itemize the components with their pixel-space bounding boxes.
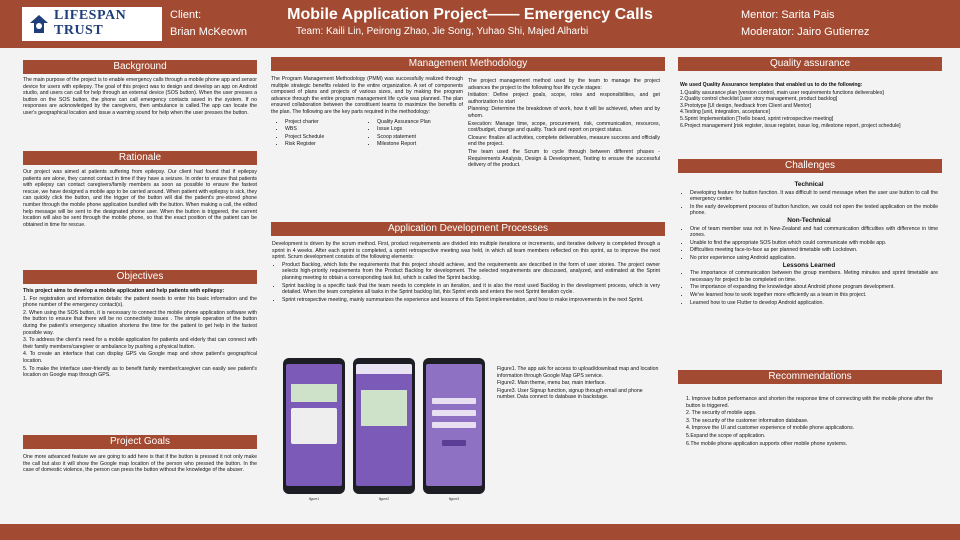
objective-item: 2. When using the SOS button, it is necessary to connect the mobile phone application software with the button to ensure that there will be no connectivity issues . The simple operation of the button during the patient's emergency situation shortens the time for the patient to get help in the fastest possible way. xyxy=(23,309,257,336)
list-item: • Scoop statement xyxy=(377,134,463,141)
methodology-list-a xyxy=(279,119,371,149)
figure-label: figure2 xyxy=(378,497,390,501)
phone-screen xyxy=(356,364,412,486)
lifespan-trust-logo xyxy=(22,7,162,41)
phone-screen xyxy=(426,364,482,486)
objective-item: 1. For registration and information details: the patient needs to enter his basic information and the phone number of the emergency contact(s). xyxy=(23,295,257,309)
mentor: Mentor: Sarita Pais xyxy=(741,9,835,21)
list-item: • Sprint backlog is a specific task that the team needs to complete in an iteration, and it is also the most used Backlog in the development process, which is very detailed. When the team completes all tasks in the Sprint backlog list, this Sprint ends and enters the next Sprint iteration cycle. xyxy=(282,283,660,296)
methodology-list-b xyxy=(371,119,463,149)
signup-field xyxy=(432,398,476,404)
app-screenshots xyxy=(283,358,493,501)
logo-text: LIFESPAN TRUST xyxy=(54,8,127,38)
list-item: • Project charter xyxy=(285,119,371,126)
dev-process-heading: Application Development Processes xyxy=(271,222,665,236)
page-title: Mobile Application Project—— Emergency Calls xyxy=(287,6,653,23)
dev-process-intro: Development is driven by the scrum method. First, product requirements are divided into multiple iterations or increments, and iterative delivery is completed through a sprint in 4 weeks. After each sprint is completed, a sprint retrospective meeting was held, in which all team members reflected on this sprint, as to improve the next sprint. Scrum development consists of the following elements: xyxy=(272,241,660,261)
list-item: • In the early development process of button function, we could not open the tested application on the mobile phone. xyxy=(690,204,938,217)
recommendation-item: 4. Improve the UI and customer experience of mobile phone applications. xyxy=(686,425,855,432)
lifecycle-para: The project management method used by the team to manage the project advances the project to the following four life cycle stages: xyxy=(468,78,660,91)
list-item: • WBS xyxy=(285,126,371,133)
lifecycle-para: The team used the Scrum to cycle through between different phases - Requirements Analysis, Design & Development, Testing to ensure the successful delivery of the product. xyxy=(468,148,660,169)
nontechnical-list xyxy=(680,226,938,262)
dev-process-body xyxy=(272,241,660,304)
logo-mark-icon xyxy=(28,13,50,35)
quality-item: 5.Sprint Implementation [Trello board, sprint retrospective meeting] xyxy=(680,115,834,122)
figure-caption: Figure3. User Signup function, signup through email and phone number. Data connect to database in backstage. xyxy=(497,387,643,401)
permission-dialog xyxy=(291,408,337,444)
lifecycle-para: Planning: Determine the breakdown of work, how it will be achieved, when and by whom. xyxy=(468,106,660,119)
technical-list xyxy=(680,190,938,217)
figure-captions xyxy=(497,366,659,402)
rationale-text: Our project was aimed at patients suffering from epilepsy. Our client had found that if epilepsy patients are alone, they cannot contact in time if they have a seizure. In order to ensure that patients with epilepsy can contact caregivers/family members as soon as possible to ensure the fastest rescue, we have designed a mobile app to be carried around. When patient with epilepsy is sick, they can quickly click the button, and the trigger of the button will dial the patient's pre-stored phone number through the mobile phone application bundled with the button. When making a call, the edited help message will be sent to the designated phone user. When the button is triggered, the current location will also be sent through the mobile phone, so that the exact position of the patient can be obtained in time for rescue. xyxy=(23,169,257,228)
header-banner xyxy=(0,0,960,48)
objective-item: 3. To address the client's need for a mobile application for patients and elderly that can connect with their family members/caregiver or ambulance by pushing a physical button. xyxy=(23,337,257,350)
challenges-body xyxy=(680,181,938,307)
list-item: • We've learned how to work together more efficiently as a team in this project. xyxy=(690,292,938,299)
list-item: • The importance of communication between the group members. Meting minutes and sprint timetable are necessary for project to be completed on time. xyxy=(690,270,938,283)
quality-item: 2.Quality control checklist [user story management, product backlog] xyxy=(680,96,838,103)
recommendation-item: 6.The mobile phone application supports other mobile phone systems. xyxy=(686,440,848,447)
quality-item: 3.Prototype [UI design, feedback from Client and Mentor] xyxy=(680,102,811,109)
objectives-body xyxy=(23,288,257,380)
objective-item: 5. To make the interface user-friendly as to benefit family member/caregiver can easily see patient's location on Google map through GPS. xyxy=(23,365,257,379)
list-item: • The importance of expanding the knowledge about Android phone program development. xyxy=(690,284,938,291)
figure-caption: Figure1. The app ask for access to upload/download map and location information through Google Map GPS service. xyxy=(497,366,659,379)
app-bar xyxy=(356,364,412,374)
moderator: Moderator: Jairo Gutierrez xyxy=(741,26,870,38)
technical-title: Technical xyxy=(794,181,824,188)
figure-caption: Figure2. Main theme, menu bar, main interface. xyxy=(497,380,606,387)
quality-item: 4.Testing [unit, integration, acceptance] xyxy=(680,109,770,116)
signup-field xyxy=(432,410,476,416)
list-item: • Developing feature for button function. It was difficult to send message when the user use button to call the emergency center. xyxy=(690,190,938,203)
lifecycle-para: Initiation: Define project goals, scope, roles and responsibilities, and get authorization to start xyxy=(468,92,660,105)
signup-field xyxy=(432,422,476,428)
list-item: • Issue Logs xyxy=(377,126,463,133)
signup-button xyxy=(442,440,466,446)
lifecycle-para: Execution: Manage time, scope, procurement, risk, communication, resources, cost/budget, change and quality. Track and report on project status. xyxy=(468,120,660,134)
figure-label: figure1 xyxy=(308,497,320,501)
lifecycle-para: Closure: finalize all activities, complete deliverables, measure success and officially end the project. xyxy=(468,134,660,148)
challenges-heading: Challenges xyxy=(678,159,942,173)
objectives-heading: Objectives xyxy=(23,270,257,284)
recommendation-item: 2. The security of mobile apps. xyxy=(686,410,757,417)
phone-screen xyxy=(286,364,342,486)
figure-label: figure3 xyxy=(448,497,460,501)
management-intro: The Program Management Methodology (PMM) was successfully realized through multiple strategic benefits related to the entire organization. A set of components composed of plans and projects of various sizes, and by making the program advance through the entire program management life cycle was planned. The plan ensured collaboration between the constituent teams to maximize the benefits of the plan. The following are the key parts required in the methodology: xyxy=(271,76,463,115)
list-item: • Learned how to use Flutter to develop Android application. xyxy=(690,300,938,307)
list-item: • Project Schedule xyxy=(285,134,371,141)
main-interface-image xyxy=(361,390,407,426)
lessons-list xyxy=(680,270,938,306)
management-heading: Management Methodology xyxy=(271,57,665,71)
rationale-heading: Rationale xyxy=(23,151,257,165)
list-item: • Difficulties meeting face-to-face as per planned timetable with Lockdown. xyxy=(690,247,938,254)
recommendation-item: 5.Expand the scope of application. xyxy=(686,432,766,439)
list-item: • Quality Assurance Plan xyxy=(377,119,463,126)
management-right xyxy=(468,78,660,170)
team-members: Team: Kaili Lin, Peirong Zhao, Jie Song, Yuhao Shi, Majed Alharbi xyxy=(296,26,589,37)
methodology-lists xyxy=(271,119,463,149)
recommendations-heading: Recommendations xyxy=(678,370,942,384)
quality-body xyxy=(680,82,938,129)
phone-figure2 xyxy=(353,358,415,494)
list-item: • Milestone Report xyxy=(377,141,463,148)
list-item: • No prior experience using Android application. xyxy=(690,255,938,262)
phone-figure1 xyxy=(283,358,345,494)
list-item: • One of team member was not in New-Zealand and had communication difficulties with difference in time zones. xyxy=(690,226,938,239)
list-item: • Unable to find the appropriate SOS button which could communicate with mobile app. xyxy=(690,240,938,247)
list-item: • Product Backlog, which lists the requirements that this project should achieve, and the requirements are described in the form of user stories. The project owner selects high-priority requirements from the Product Backlog for development. The selected requirements are discussed, analyzed, and estimated at the Sprint planning meeting to obtain a corresponding task list, which is called the Sprint backlog. xyxy=(282,262,660,282)
list-item: • Risk Register xyxy=(285,141,371,148)
quality-item: 6.Project management [risk register, issue register, issue log, milestone report, project schedule] xyxy=(680,122,901,129)
quality-heading: Quality assurance xyxy=(678,57,942,71)
objectives-intro: This project aims to develop a mobile application and help patients with epilepsy: xyxy=(23,288,225,294)
recommendation-item: 3. The security of the customer information database. xyxy=(686,417,809,424)
objective-item: 4. To create an interface that can display GPS via Google map and show patient's geographical location. xyxy=(23,351,257,364)
list-item: • Sprint retrospective meeting, mainly summarizes the experience and lessons of this Sprint implementation, and how to make improvements in the next Sprint. xyxy=(282,297,660,304)
recommendations-body xyxy=(686,396,936,448)
client-name: Brian McKeown xyxy=(170,26,248,38)
footer-bar xyxy=(0,524,960,540)
quality-intro: We used Quality Assurance templates that enabled us to do the following: xyxy=(680,82,863,88)
nontechnical-title: Non-Technical xyxy=(787,216,831,224)
background-text: The main purpose of the project is to enable emergency calls through a mobile phone app and sensor device for users with epilepsy. The goal of this project was to design and develop an app on Android studio, and users can call for help through an external device (SOS button). When the user presses a button on the SOS button, the phone can call emergency contacts saved in the system. If no responses are acknowledged by the caregivers, then ambulance is called.The app can locate the user's geographical location and issue a warning sound for help when the user presses the button. xyxy=(23,77,257,116)
background-heading: Background xyxy=(23,60,257,74)
recommendation-item: 1. Improve button performance and shorten the response time of connecting with the mobile phone after the button is triggered. xyxy=(686,396,934,409)
phone-figure3 xyxy=(423,358,485,494)
map-image xyxy=(291,384,337,402)
management-left xyxy=(271,76,463,149)
client-label: Client: xyxy=(170,9,202,21)
quality-item: 1.Quality assurance plan [version control, main user requirements functions deliverables] xyxy=(680,89,884,96)
project-goals-heading: Project Goals xyxy=(23,435,257,449)
project-goals-text: One more advanced feature we are going to add here is that if the button is pressed it not only make the call but also it will show the Google map location of the person who pressed the button. In the case of domestic violence, the person can press the button without the knowledge of the abuser. xyxy=(23,454,257,474)
lessons-title: Lessons Learned xyxy=(782,261,836,269)
scrum-elements xyxy=(272,262,660,304)
